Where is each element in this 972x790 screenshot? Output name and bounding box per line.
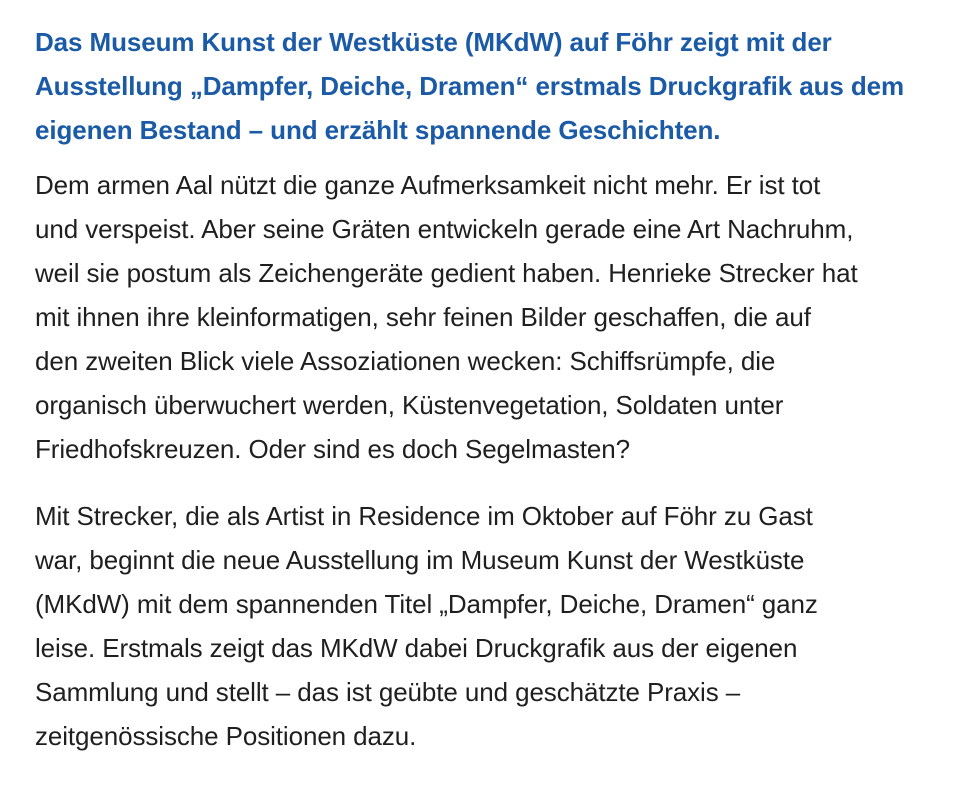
paragraph-line: Dem armen Aal nützt die ganze Aufmerksamkeit nicht mehr. Er ist tot [35,170,821,200]
paragraph-line: den zweiten Blick viele Assoziationen wecken: Schiffsrümpfe, die [35,346,776,376]
paragraph-line: mit ihnen ihre kleinformatigen, sehr feinen Bilder geschaffen, die auf [35,302,811,332]
article-paragraph-2 [35,494,957,758]
article-lead [35,20,957,152]
lead-line: eigenen Bestand – und erzählt spannende Geschichten. [35,115,721,145]
paragraph-line: und verspeist. Aber seine Gräten entwickeln gerade eine Art Nachruhm, [35,214,854,244]
paragraph-line: organisch überwuchert werden, Küstenvegetation, Soldaten unter [35,390,784,420]
article-body [35,20,957,758]
lead-line: Ausstellung „Dampfer, Deiche, Dramen“ erstmals Druckgrafik aus dem [35,71,905,101]
paragraph-line: weil sie postum als Zeichengeräte gedient haben. Henrieke Strecker hat [35,258,858,288]
paragraph-line: Sammlung und stellt – das ist geübte und geschätzte Praxis – [35,677,741,707]
paragraph-line: leise. Erstmals zeigt das MKdW dabei Druckgrafik aus der eigenen [35,633,798,663]
paragraph-line: zeitgenössische Positionen dazu. [35,721,417,751]
lead-line: Das Museum Kunst der Westküste (MKdW) auf Föhr zeigt mit der [35,27,832,57]
article-paragraph-1 [35,163,957,471]
paragraph-line: Friedhofskreuzen. Oder sind es doch Segelmasten? [35,434,630,464]
paragraph-line: (MKdW) mit dem spannenden Titel „Dampfer, Deiche, Dramen“ ganz [35,589,818,619]
paragraph-line: Mit Strecker, die als Artist in Residence im Oktober auf Föhr zu Gast [35,501,813,531]
paragraph-line: war, beginnt die neue Ausstellung im Museum Kunst der Westküste [35,545,805,575]
